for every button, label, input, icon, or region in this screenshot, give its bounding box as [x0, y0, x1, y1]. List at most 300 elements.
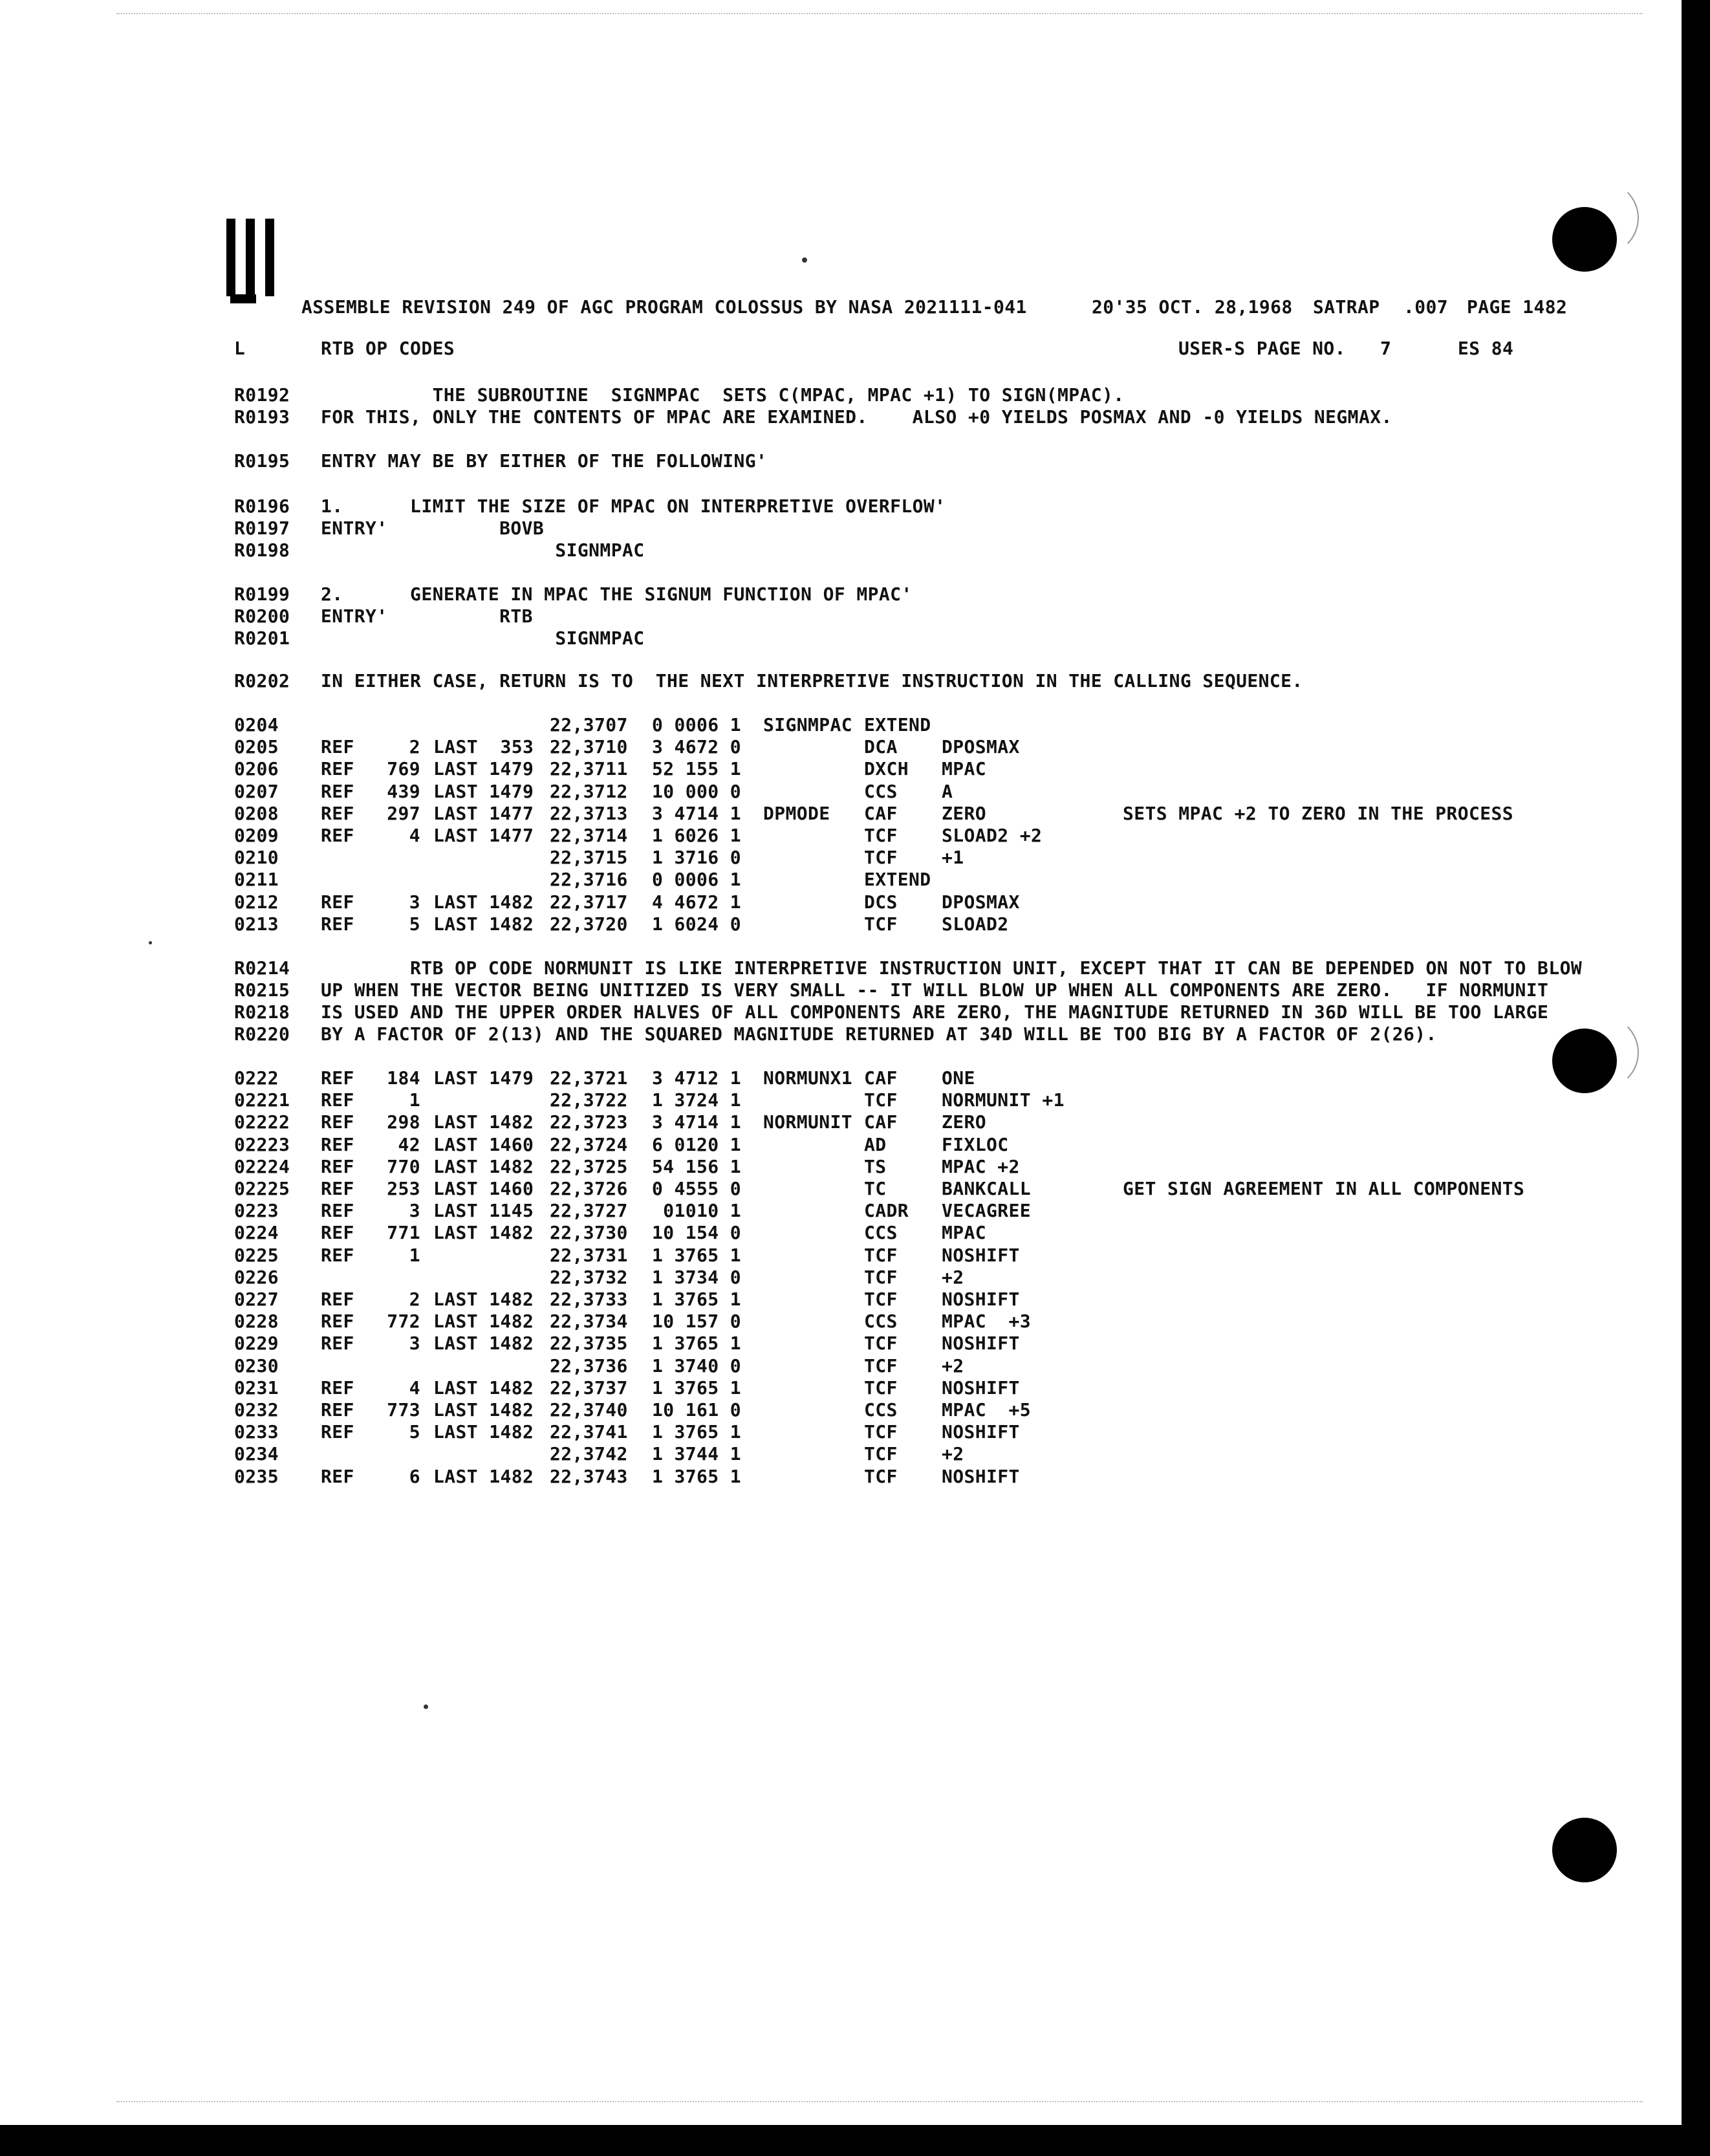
ref-number: 773 [387, 1399, 420, 1421]
address: 22,3710 [550, 736, 628, 758]
comment-row [0, 1023, 1710, 1045]
octal-code: 1 6026 1 [652, 825, 742, 846]
code-line [0, 1267, 1710, 1289]
line-number: R0196 [234, 495, 290, 517]
ref-number: 298 [387, 1111, 420, 1133]
last-ref: LAST 1482 [433, 1465, 534, 1487]
ref-keyword: REF [321, 1133, 354, 1155]
es-number: ES 84 [1458, 338, 1514, 359]
comment-row [0, 979, 1710, 1001]
ref-keyword: REF [321, 1244, 354, 1266]
line-number: R0201 [234, 627, 290, 649]
last-ref: LAST 1482 [433, 1421, 534, 1443]
address: 22,3733 [550, 1289, 628, 1310]
comment-row [0, 670, 1710, 692]
punch-hole-bottom [1552, 1818, 1617, 1882]
punch-hole-top [1552, 207, 1617, 272]
opcode: CCS [864, 1399, 898, 1421]
ref-keyword: REF [321, 1067, 354, 1089]
scan-edge-bottom [0, 2125, 1710, 2156]
opcode: CAF [864, 1111, 898, 1133]
code-line [0, 1134, 1710, 1156]
operand: NOSHIFT [942, 1377, 1020, 1399]
address: 22,3725 [550, 1155, 628, 1177]
line-number: 0205 [234, 736, 279, 758]
operand: +2 [942, 1266, 964, 1288]
remark: GET SIGN AGREEMENT IN ALL COMPONENTS [1123, 1178, 1525, 1199]
ref-number: 1 [409, 1244, 420, 1266]
ref-keyword: REF [321, 1399, 354, 1421]
scan-artifact-bottom [116, 2101, 1643, 2102]
comment-text: RTB OP CODE NORMUNIT IS LIKE INTERPRETIVE INSTRUCTION UNIT, EXCEPT THAT IT CAN BE DEPENDED ON NOT TO BLOW [321, 957, 1583, 979]
line-number: R0214 [234, 957, 290, 979]
ref-number: 1 [409, 1089, 420, 1111]
line-number: 0234 [234, 1443, 279, 1465]
line-number: 02223 [234, 1133, 290, 1155]
operand: NOSHIFT [942, 1465, 1020, 1487]
code-line [0, 1156, 1710, 1178]
line-number: R0218 [234, 1001, 290, 1023]
last-ref: LAST 1482 [433, 1333, 534, 1355]
remark: SETS MPAC +2 TO ZERO IN THE PROCESS [1123, 802, 1514, 824]
header-suffix: .007 [1403, 296, 1449, 318]
octal-code: 1 3716 0 [652, 847, 742, 869]
opcode: EXTEND [864, 714, 931, 735]
address: 22,3712 [550, 780, 628, 802]
ref-keyword: REF [321, 1222, 354, 1244]
line-number: R0200 [234, 605, 290, 627]
octal-code: 3 4672 0 [652, 736, 742, 758]
line-number: 0210 [234, 847, 279, 869]
code-line [0, 803, 1710, 825]
opcode: TC [864, 1178, 887, 1199]
last-ref: LAST 1482 [433, 1111, 534, 1133]
line-number: 0235 [234, 1465, 279, 1487]
ref-number: 5 [409, 913, 420, 935]
code-line [0, 1178, 1710, 1200]
address: 22,3723 [550, 1111, 628, 1133]
line-number: 0230 [234, 1355, 279, 1377]
symbol-label: NORMUNX1 [763, 1067, 853, 1089]
code-line [0, 1222, 1710, 1244]
address: 22,3734 [550, 1311, 628, 1333]
line-number: R0193 [234, 406, 290, 428]
octal-code: 6 0120 1 [652, 1133, 742, 1155]
comment-text: ENTRY MAY BE BY EITHER OF THE FOLLOWING' [321, 450, 768, 472]
line-number: 02222 [234, 1111, 290, 1133]
address: 22,3716 [550, 869, 628, 891]
ref-number: 253 [387, 1178, 420, 1199]
code-line [0, 781, 1710, 803]
code-line [0, 1421, 1710, 1443]
octal-code: 1 3765 1 [652, 1333, 742, 1355]
opcode: CADR [864, 1200, 909, 1222]
octal-code: 52 155 1 [652, 758, 742, 780]
comment-text: SIGNMPAC [321, 539, 645, 561]
comment-text: THE SUBROUTINE SIGNMPAC SETS C(MPAC, MPAC +1) TO SIGN(MPAC). [321, 384, 1125, 406]
operand: +1 [942, 847, 964, 869]
code-line [0, 869, 1710, 891]
line-number: 0223 [234, 1200, 279, 1222]
user-page-number: 7 [1380, 338, 1392, 359]
speck [802, 257, 807, 263]
opcode: TCF [864, 1289, 898, 1310]
ref-keyword: REF [321, 1289, 354, 1310]
line-number: 0222 [234, 1067, 279, 1089]
operand: NOSHIFT [942, 1333, 1020, 1355]
code-line [0, 1333, 1710, 1355]
ref-keyword: REF [321, 780, 354, 802]
line-number: 0227 [234, 1289, 279, 1310]
operand: BANKCALL [942, 1178, 1032, 1199]
comment-row [0, 517, 1710, 539]
last-ref: LAST 1482 [433, 891, 534, 913]
address: 22,3721 [550, 1067, 628, 1089]
ref-number: 6 [409, 1465, 420, 1487]
line-number: R0197 [234, 517, 290, 539]
operand: DPOSMAX [942, 891, 1020, 913]
ref-keyword: REF [321, 1111, 354, 1133]
ref-number: 3 [409, 1333, 420, 1355]
comment-row [0, 1001, 1710, 1023]
ref-keyword: REF [321, 1465, 354, 1487]
ref-number: 771 [387, 1222, 420, 1244]
comment-text: IS USED AND THE UPPER ORDER HALVES OF ALL COMPONENTS ARE ZERO, THE MAGNITUDE RETURNED IN 36D WILL BE TOO LARGE [321, 1001, 1549, 1023]
ref-number: 770 [387, 1155, 420, 1177]
page-marker-foot [230, 294, 256, 303]
comment-text: IN EITHER CASE, RETURN IS TO THE NEXT INTERPRETIVE INSTRUCTION IN THE CALLING SEQUENCE. [321, 670, 1303, 691]
line-number: 0211 [234, 869, 279, 891]
octal-code: 3 4714 1 [652, 1111, 742, 1133]
code-line [0, 1289, 1710, 1311]
octal-code: 1 6024 0 [652, 913, 742, 935]
opcode: DCS [864, 891, 898, 913]
code-line [0, 1355, 1710, 1377]
comment-row [0, 450, 1710, 472]
address: 22,3722 [550, 1089, 628, 1111]
code-line [0, 1399, 1710, 1421]
address: 22,3727 [550, 1200, 628, 1222]
code-line [0, 847, 1710, 869]
ref-keyword: REF [321, 1200, 354, 1222]
comment-text: BY A FACTOR OF 2(13) AND THE SQUARED MAGNITUDE RETURNED AT 34D WILL BE TOO BIG BY A FACTOR OF 2(26). [321, 1023, 1437, 1045]
opcode: CCS [864, 780, 898, 802]
code-line [0, 913, 1710, 935]
header-datetime: 20'35 OCT. 28,1968 [1092, 296, 1293, 318]
address: 22,3740 [550, 1399, 628, 1421]
code-line [0, 1311, 1710, 1333]
opcode: CAF [864, 802, 898, 824]
octal-code: 10 157 0 [652, 1311, 742, 1333]
line-number: 0206 [234, 758, 279, 780]
last-ref: LAST 1482 [433, 1222, 534, 1244]
code-line [0, 1466, 1710, 1488]
line-number: 0207 [234, 780, 279, 802]
address: 22,3714 [550, 825, 628, 846]
operand: MPAC +3 [942, 1311, 1032, 1333]
line-number: 0212 [234, 891, 279, 913]
opcode: TCF [864, 1421, 898, 1443]
line-number: 02224 [234, 1155, 290, 1177]
address: 22,3743 [550, 1465, 628, 1487]
opcode: DXCH [864, 758, 909, 780]
opcode: TCF [864, 1443, 898, 1465]
opcode: DCA [864, 736, 898, 758]
line-number: 02221 [234, 1089, 290, 1111]
last-ref: LAST 1482 [433, 1399, 534, 1421]
last-ref: LAST 1460 [433, 1133, 534, 1155]
ref-keyword: REF [321, 802, 354, 824]
comment-row [0, 605, 1710, 627]
opcode: TCF [864, 1465, 898, 1487]
speck [424, 1704, 428, 1709]
octal-code: 1 3740 0 [652, 1355, 742, 1377]
opcode: TCF [864, 913, 898, 935]
octal-code: 1 3765 1 [652, 1377, 742, 1399]
last-ref: LAST 1477 [433, 802, 534, 824]
octal-code: 54 156 1 [652, 1155, 742, 1177]
line-number: 0225 [234, 1244, 279, 1266]
address: 22,3735 [550, 1333, 628, 1355]
ref-number: 769 [387, 758, 420, 780]
last-ref: LAST 1482 [433, 1311, 534, 1333]
operand: VECAGREE [942, 1200, 1032, 1222]
address: 22,3730 [550, 1222, 628, 1244]
octal-code: 4 4672 1 [652, 891, 742, 913]
last-ref: LAST 1477 [433, 825, 534, 846]
octal-code: 1 3765 1 [652, 1289, 742, 1310]
octal-code: 0 0006 1 [652, 714, 742, 735]
comment-text: ENTRY' BOVB [321, 517, 545, 539]
line-number: R0215 [234, 979, 290, 1001]
line-number: 0232 [234, 1399, 279, 1421]
ref-number: 42 [398, 1133, 420, 1155]
line-number: 0213 [234, 913, 279, 935]
octal-code: 10 161 0 [652, 1399, 742, 1421]
address: 22,3741 [550, 1421, 628, 1443]
address: 22,3732 [550, 1266, 628, 1288]
address: 22,3711 [550, 758, 628, 780]
octal-code: 0 0006 1 [652, 869, 742, 891]
opcode: TS [864, 1155, 887, 1177]
operand: MPAC [942, 758, 987, 780]
ref-keyword: REF [321, 1333, 354, 1355]
opcode: CAF [864, 1067, 898, 1089]
ref-number: 5 [409, 1421, 420, 1443]
ref-keyword: REF [321, 1311, 354, 1333]
opcode: TCF [864, 1244, 898, 1266]
line-number: R0199 [234, 583, 290, 605]
octal-code: 1 3765 1 [652, 1465, 742, 1487]
octal-code: 10 154 0 [652, 1222, 742, 1244]
address: 22,3715 [550, 847, 628, 869]
address: 22,3726 [550, 1178, 628, 1199]
octal-code: 1 3724 1 [652, 1089, 742, 1111]
code-line [0, 1067, 1710, 1089]
ref-keyword: REF [321, 736, 354, 758]
opcode: TCF [864, 1089, 898, 1111]
user-page-label: USER-S PAGE NO. [1178, 338, 1346, 359]
line-number: 0209 [234, 825, 279, 846]
header-satrap: SATRAP [1313, 296, 1380, 318]
operand: +2 [942, 1355, 964, 1377]
operand: SLOAD2 [942, 913, 1009, 935]
operand: FIXLOC [942, 1133, 1009, 1155]
ref-keyword: REF [321, 1377, 354, 1399]
operand: MPAC [942, 1222, 987, 1244]
opcode: EXTEND [864, 869, 931, 891]
line-number: 02225 [234, 1178, 290, 1199]
comment-text: 1. LIMIT THE SIZE OF MPAC ON INTERPRETIVE OVERFLOW' [321, 495, 946, 517]
comment-text: UP WHEN THE VECTOR BEING UNITIZED IS VERY SMALL -- IT WILL BLOW UP WHEN ALL COMPONENTS ARE ZERO. IF NORMUNIT [321, 979, 1549, 1001]
last-ref: LAST 1479 [433, 780, 534, 802]
symbol-label: NORMUNIT [763, 1111, 853, 1133]
ref-number: 439 [387, 780, 420, 802]
ref-number: 184 [387, 1067, 420, 1089]
address: 22,3737 [550, 1377, 628, 1399]
last-ref: LAST 1145 [433, 1200, 534, 1222]
opcode: TCF [864, 1333, 898, 1355]
octal-code: 1 3744 1 [652, 1443, 742, 1465]
line-number: 0231 [234, 1377, 279, 1399]
code-line [0, 1245, 1710, 1267]
comment-row [0, 583, 1710, 605]
octal-code: 1 3765 1 [652, 1244, 742, 1266]
comment-row [0, 539, 1710, 561]
last-ref: LAST 1460 [433, 1178, 534, 1199]
opcode: TCF [864, 1266, 898, 1288]
speck [149, 941, 152, 944]
section-title: RTB OP CODES [321, 338, 455, 359]
opcode: CCS [864, 1311, 898, 1333]
operand: NORMUNIT +1 [942, 1089, 1065, 1111]
operand: MPAC +2 [942, 1155, 1020, 1177]
comment-row [0, 384, 1710, 406]
last-ref: LAST 1482 [433, 1155, 534, 1177]
ref-keyword: REF [321, 913, 354, 935]
ref-keyword: REF [321, 1178, 354, 1199]
comment-text: FOR THIS, ONLY THE CONTENTS OF MPAC ARE EXAMINED. ALSO +0 YIELDS POSMAX AND -0 YIELDS NEGMAX. [321, 406, 1392, 428]
operand: NOSHIFT [942, 1421, 1020, 1443]
address: 22,3731 [550, 1244, 628, 1266]
ref-number: 3 [409, 1200, 420, 1222]
ref-number: 772 [387, 1311, 420, 1333]
octal-code: 1 3734 0 [652, 1266, 742, 1288]
line-number: 0228 [234, 1311, 279, 1333]
line-number: R0202 [234, 670, 290, 691]
comment-text: ENTRY' RTB [321, 605, 533, 627]
comment-row [0, 495, 1710, 517]
last-ref: LAST 1482 [433, 913, 534, 935]
comment-text: 2. GENERATE IN MPAC THE SIGNUM FUNCTION OF MPAC' [321, 583, 913, 605]
address: 22,3724 [550, 1133, 628, 1155]
operand: ZERO [942, 1111, 987, 1133]
comment-text: SIGNMPAC [321, 627, 645, 649]
operand: ZERO [942, 802, 987, 824]
line-number: R0220 [234, 1023, 290, 1045]
code-line [0, 714, 1710, 736]
ref-number: 4 [409, 1377, 420, 1399]
comment-row [0, 957, 1710, 979]
line-number: R0198 [234, 539, 290, 561]
line-number: R0192 [234, 384, 290, 406]
code-line [0, 736, 1710, 758]
ref-keyword: REF [321, 758, 354, 780]
operand: A [942, 780, 953, 802]
opcode: TCF [864, 1377, 898, 1399]
symbol-label: DPMODE [763, 802, 830, 824]
code-line [0, 1089, 1710, 1111]
last-ref: LAST 1482 [433, 1289, 534, 1310]
octal-code: 10 000 0 [652, 780, 742, 802]
operand: SLOAD2 +2 [942, 825, 1043, 846]
opcode: CCS [864, 1222, 898, 1244]
last-ref: LAST 1479 [433, 758, 534, 780]
code-line [0, 758, 1710, 780]
opcode: AD [864, 1133, 887, 1155]
address: 22,3742 [550, 1443, 628, 1465]
ref-number: 2 [409, 1289, 420, 1310]
address: 22,3707 [550, 714, 628, 735]
ref-keyword: REF [321, 1155, 354, 1177]
line-number: 0226 [234, 1266, 279, 1288]
ref-number: 3 [409, 891, 420, 913]
symbol-label: SIGNMPAC [763, 714, 853, 735]
line-number: 0204 [234, 714, 279, 735]
header-assemble-line: ASSEMBLE REVISION 249 OF AGC PROGRAM COLOSSUS BY NASA 2021111-041 [301, 296, 1027, 318]
ref-keyword: REF [321, 1089, 354, 1111]
code-line [0, 1200, 1710, 1222]
opcode: TCF [864, 825, 898, 846]
operand: MPAC +5 [942, 1399, 1032, 1421]
scan-artifact-top [116, 13, 1643, 14]
operand: DPOSMAX [942, 736, 1020, 758]
line-number: 0233 [234, 1421, 279, 1443]
line-number: R0195 [234, 450, 290, 472]
operand: ONE [942, 1067, 975, 1089]
octal-code: 3 4714 1 [652, 802, 742, 824]
octal-code: 1 3765 1 [652, 1421, 742, 1443]
opcode: TCF [864, 1355, 898, 1377]
address: 22,3720 [550, 913, 628, 935]
octal-code: 01010 1 [652, 1200, 742, 1222]
octal-code: 3 4712 1 [652, 1067, 742, 1089]
code-line [0, 1443, 1710, 1465]
last-ref: LAST 1482 [433, 1377, 534, 1399]
header-page: PAGE 1482 [1467, 296, 1568, 318]
address: 22,3736 [550, 1355, 628, 1377]
code-line [0, 1111, 1710, 1133]
ref-number: 4 [409, 825, 420, 846]
line-number: 0208 [234, 802, 279, 824]
code-line [0, 1377, 1710, 1399]
address: 22,3713 [550, 802, 628, 824]
address: 22,3717 [550, 891, 628, 913]
code-line [0, 825, 1710, 847]
operand: +2 [942, 1443, 964, 1465]
opcode: TCF [864, 847, 898, 869]
ref-keyword: REF [321, 1421, 354, 1443]
octal-code: 0 4555 0 [652, 1178, 742, 1199]
operand: NOSHIFT [942, 1244, 1020, 1266]
comment-row [0, 406, 1710, 428]
line-number: 0224 [234, 1222, 279, 1244]
ref-keyword: REF [321, 891, 354, 913]
code-line [0, 891, 1710, 913]
ref-keyword: REF [321, 825, 354, 846]
comment-row [0, 627, 1710, 649]
last-ref: LAST 353 [433, 736, 534, 758]
